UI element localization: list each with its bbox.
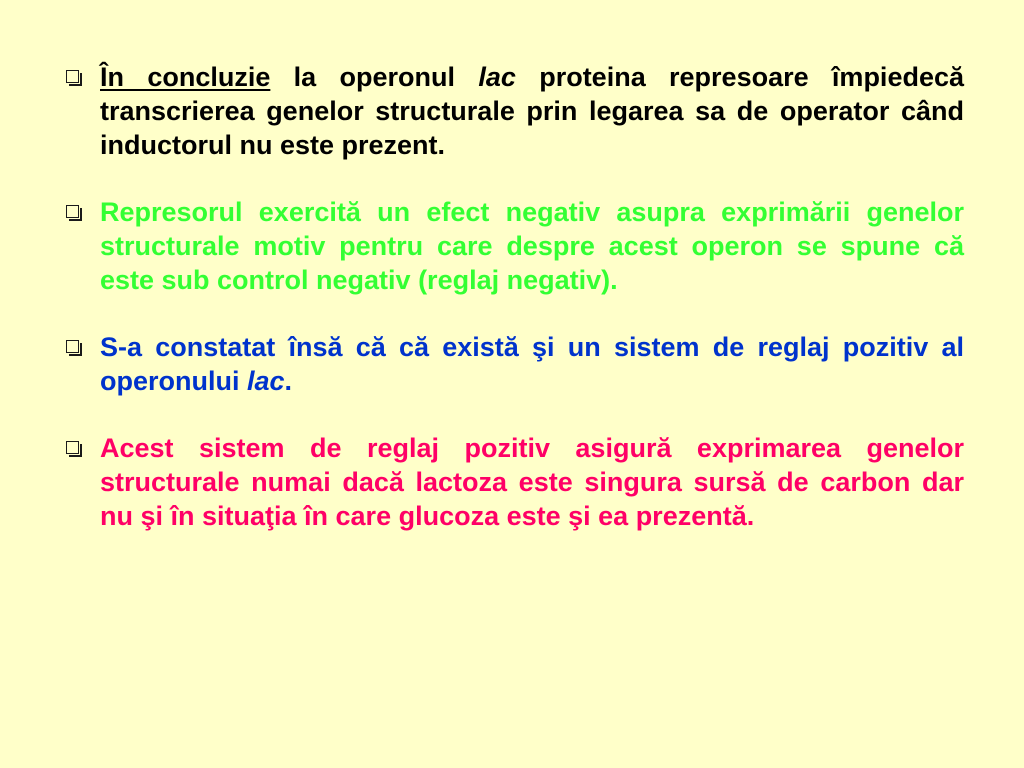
bullet-item-conclusion: [66, 60, 964, 162]
text-segment: S-a constatat însă că că există şi un sistem de reglaj pozitiv al operonului: [100, 332, 964, 396]
square-bullet-icon: [66, 340, 82, 356]
square-bullet-icon: [66, 205, 82, 221]
bullet-text-conclusion: [100, 60, 964, 162]
bullet-item-positive-control: [66, 330, 964, 398]
bullet-text-positive-control: [100, 330, 964, 398]
bullet-list: [66, 60, 964, 533]
lac-italic: lac: [478, 62, 516, 92]
square-bullet-icon: [66, 441, 82, 457]
bullet-item-glucose: [66, 431, 964, 533]
square-bullet-icon: [66, 70, 82, 86]
lac-italic: lac: [246, 366, 285, 396]
bullet-text-repressor: Represorul exercită un efect negativ asupra exprimării genelor structurale motiv pentru care despre acest operon se spune că este sub control negativ (reglaj negativ).: [100, 197, 964, 295]
text-segment: proteina represoare împiedecă transcrierea genelor structurale prin legarea sa de operator când inductorul nu este prezent.: [100, 62, 964, 160]
text-segment: la operonul: [270, 62, 479, 92]
bullet-text-glucose: Acest sistem de reglaj pozitiv asigură exprimarea genelor structurale numai dacă lactoza este singura sursă de carbon dar nu şi în situaţia în care glucoza este şi ea prezentă.: [100, 433, 964, 531]
bullet-item-repressor: [66, 195, 964, 297]
conclusion-lead: În concluzie: [100, 62, 271, 92]
text-segment: .: [284, 366, 293, 396]
